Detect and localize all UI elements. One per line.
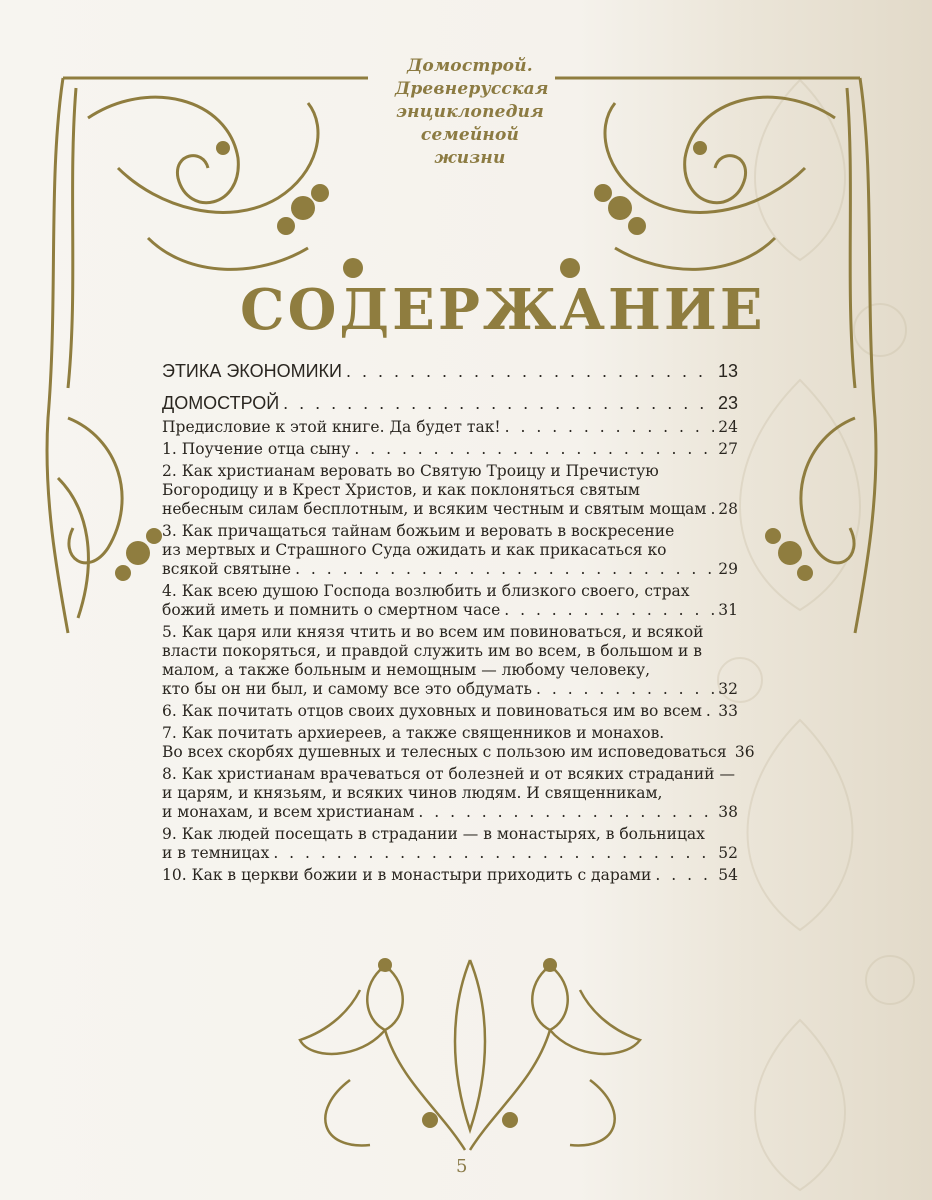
toc-entry-line: небесным силам бесплотным, и всяким честным и святым мощам	[162, 500, 707, 518]
toc-entry-line: 8. Как христианам врачеваться от болезней и от всяких страданий —	[162, 765, 735, 783]
toc-entry-line: власти покоряться, и правдой служить им во всем, в большом и в	[162, 642, 702, 660]
toc-entry[interactable]	[162, 440, 738, 459]
toc-entry-line: 5. Как царя или князя чтить и во всем им повиноваться, и всякой	[162, 623, 704, 641]
toc-leader	[536, 680, 714, 699]
toc-entry-line: Богородицу и в Крест Христов, и как поклоняться святым	[162, 481, 640, 499]
toc-entry-line: и царям, и князьям, и всяких чинов людям. И священникам,	[162, 784, 663, 802]
toc-page: 36	[734, 743, 755, 761]
toc-entry[interactable]	[162, 623, 738, 699]
ornament-birds	[290, 950, 650, 1160]
toc-leader	[273, 844, 714, 863]
toc-entry[interactable]	[162, 522, 738, 579]
toc-leader	[505, 418, 714, 437]
toc-entry-line: 10. Как в церкви божии и в монастыри приходить с дарами	[162, 866, 652, 884]
toc-section-label: ЭТИКА ЭКОНОМИКИ	[162, 361, 342, 381]
toc-entry[interactable]	[162, 462, 738, 519]
toc-page: 52	[718, 844, 738, 862]
toc-entry[interactable]	[162, 702, 738, 721]
toc-section[interactable]	[162, 392, 738, 414]
toc-entry-line: 2. Как христианам веровать во Святую Троицу и Пречистую	[162, 462, 659, 480]
toc-entry-line: малом, а также больным и немощным — любому человеку,	[162, 661, 650, 679]
toc-page: 23	[717, 393, 738, 413]
toc-leader	[706, 702, 714, 721]
toc-section[interactable]	[162, 360, 738, 382]
toc-leader	[710, 500, 714, 519]
toc-entry-line: 9. Как людей посещать в страдании — в монастырях, в больницах	[162, 825, 705, 843]
toc-entry[interactable]	[162, 724, 755, 762]
toc-entry[interactable]	[162, 825, 738, 863]
toc-leader	[418, 803, 714, 822]
toc-entry-line: кто бы он ни был, и самому все это обдумать	[162, 680, 532, 698]
toc-entry-line: 4. Как всею душою Господа возлюбить и близкого своего, страх	[162, 582, 690, 600]
toc-page: 33	[718, 702, 738, 720]
toc-entry-line: Во всех скорбях душевных и телесных с пользою им исповедоваться	[162, 743, 727, 761]
book-title-line: семейной	[420, 125, 520, 145]
toc-entry-line: и в темницах	[162, 844, 270, 862]
page-title: СОДЕРЖАНИЕ	[240, 277, 766, 343]
toc-leader	[283, 392, 714, 414]
toc-page: 32	[718, 680, 738, 698]
book-title-line: энциклопедия	[396, 102, 544, 122]
toc-page: 31	[718, 601, 738, 619]
book-title-line: Древнерусская	[395, 79, 549, 99]
toc-leader	[655, 866, 714, 885]
toc-entry-line: 7. Как почитать архиереев, а также священников и монахов.	[162, 724, 665, 742]
toc-page: 13	[717, 361, 738, 381]
book-title	[395, 55, 549, 170]
toc-entry[interactable]	[162, 582, 738, 620]
toc-entry-line: и монахам, и всем христианам	[162, 803, 415, 821]
book-title-line: Домострой.	[407, 56, 533, 76]
toc-section-label: ДОМОСТРОЙ	[162, 393, 280, 413]
toc-page: 28	[718, 500, 738, 518]
toc-entry-line: божий иметь и помнить о смертном часе	[162, 601, 501, 619]
toc-entry-line: из мертвых и Страшного Суда ожидать и как прикасаться ко	[162, 541, 667, 559]
toc-entry-line: 6. Как почитать отцов своих духовных и повиноваться им во всем	[162, 702, 702, 720]
page-number: 5	[456, 1156, 468, 1177]
table-of-contents	[162, 360, 755, 888]
book-title-line: жизни	[434, 148, 506, 168]
toc-entry[interactable]	[162, 418, 738, 437]
toc-leader	[354, 440, 714, 459]
toc-entry[interactable]	[162, 765, 738, 822]
toc-leader	[346, 360, 714, 382]
toc-entry[interactable]	[162, 866, 738, 885]
toc-leader	[295, 560, 714, 579]
toc-page: 38	[718, 803, 738, 821]
toc-page: 54	[718, 866, 738, 884]
toc-entry-line: Предисловие к этой книге. Да будет так!	[162, 418, 501, 436]
toc-entry-line: всякой святыне	[162, 560, 292, 578]
toc-page: 27	[718, 440, 738, 458]
toc-entry-line: 1. Поучение отца сыну	[162, 440, 351, 458]
toc-leader	[504, 601, 714, 620]
toc-entry-line: 3. Как причащаться тайнам божьим и веровать в воскресение	[162, 522, 675, 540]
toc-page: 29	[718, 560, 738, 578]
toc-page: 24	[718, 418, 738, 436]
